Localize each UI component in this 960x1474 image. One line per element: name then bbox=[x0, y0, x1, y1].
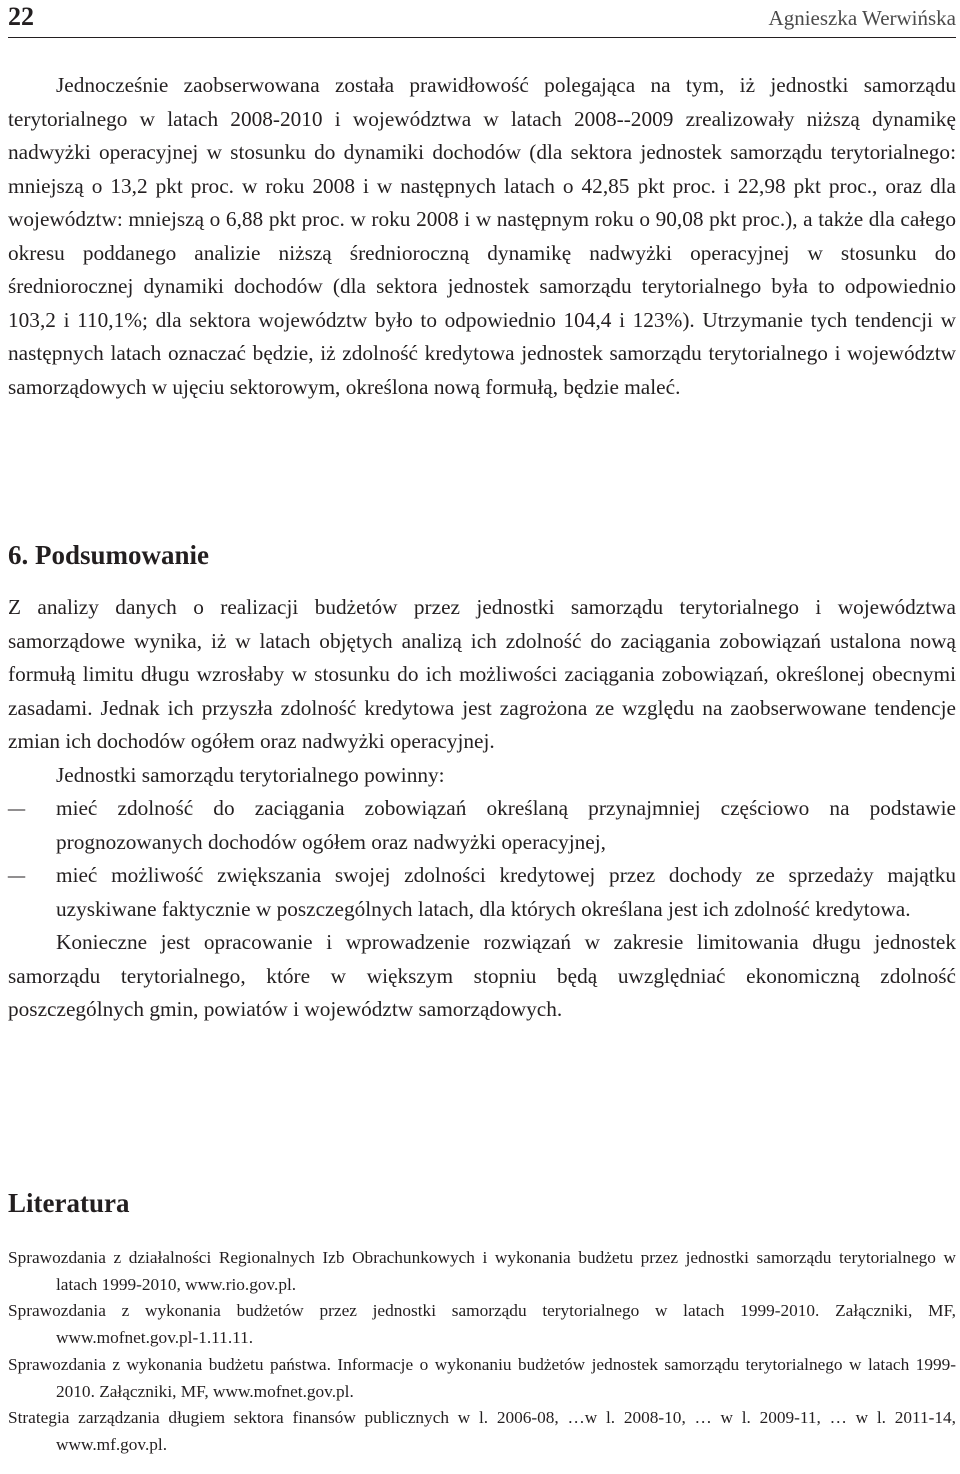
page-number: 22 bbox=[8, 2, 34, 31]
summary-paragraph-2: Jednostki samorządu terytorialnego powinny: bbox=[56, 762, 445, 787]
page bbox=[8, 0, 956, 1474]
recommendation-list bbox=[8, 792, 956, 926]
list-item: – mieć zdolność do zaciągania zobowiązań określaną przynajmniej częściowo na podstawie prognozowanych dochodów ogółem oraz nadwyżki operacyjnej, bbox=[8, 792, 956, 859]
intro-paragraph: Jednocześnie zaobserwowana została prawidłowość polegająca na tym, iż jednostki samorządu terytorialnego w latach 2008-2010 i województwa w latach 2008--2009 zrealizowały niższą dynamikę nadwyżki operacyjnej w stosunku do dynamiki dochodów (dla sektora jednostek samorządu terytorialnego: mniejszą o 13,2 pkt proc. w roku 2008 i w następnych latach o 42,85 pkt proc. i 22,98 pkt proc., oraz dla województw: mniejszą o 6,88 pkt proc. w roku 2008 i w następnym roku o 90,08 pkt proc.), a także dla całego okresu poddanego analizie niższą średnioroczną dynamikę nadwyżki operacyjnej w stosunku do średniorocznej dynamiki dochodów (dla sektora jednostek samorządu terytorialnego była to odpowiednio 103,2 i 110,1%; dla sektora województw było to odpowiednio 104,4 i 123%). Utrzymanie tych tendencji w następnych latach oznaczać będzie, iż zdolność kredytowa jednostek samorządu terytorialnego i województw samorządowych w ujęciu sektorowym, określona nową formułą, będzie maleć. bbox=[8, 73, 956, 399]
running-header bbox=[8, 0, 956, 38]
summary-paragraph-3: Konieczne jest opracowanie i wprowadzenie rozwiązań w zakresie limitowania długu jednostek samorządu terytorialnego, które w większym stopniu będą uwzględniać ekonomiczną zdolność poszczególnych gmin, powiatów i województw samorządowych. bbox=[8, 930, 956, 1021]
summary-section bbox=[8, 591, 956, 1027]
bibliography-item: Sprawozdania z wykonania budżetu państwa. Informacje o wykonaniu budżetów jednostek samorządu terytorialnego w latach 1999-2010. Załączniki, MF, www.mofnet.gov.pl. bbox=[8, 1354, 956, 1401]
bibliography-item: Strategia zarządzania długiem sektora finansów publicznych w l. 2006-08, …w l. 2008-10, … w l. 2009-11, … w l. 2011-14, www.mf.gov.pl. bbox=[8, 1408, 956, 1454]
bibliography-item: Sprawozdania z wykonania budżetów przez jednostki samorządu terytorialnego w latach 1999-2010. Załączniki, MF, www.mofnet.gov.pl-1.11.11. bbox=[8, 1301, 956, 1348]
bibliography-list bbox=[8, 1245, 956, 1459]
section-heading-literature: Literatura bbox=[8, 1188, 130, 1218]
bibliography-item: Sprawozdania z działalności Regionalnych Izb Obrachunkowych i wykonania budżetu przez jednostki samorządu terytorialnego w latach 1999-2010, www.rio.gov.pl. bbox=[8, 1248, 956, 1294]
summary-paragraph-1: Z analizy danych o realizacji budżetów przez jednostki samorządu terytorialnego i województwa samorządowe wynika, iż w latach objętych analizą ich zdolność do zaciągania zobowiązań ustalona nową formułą limitu długu wzrosłaby w stosunku do ich możliwości zaciągania zobowiązań, określonej obecnymi zasadami. Jednak ich przyszła zdolność kredytowa jest zagrożona ze względu na zaobserwowane tendencje zmian ich dochodów ogółem oraz nadwyżki operacyjnej. bbox=[8, 595, 956, 753]
running-header-author: Agnieszka Werwińska bbox=[768, 6, 956, 30]
section-heading-summary: 6. Podsumowanie bbox=[8, 540, 210, 570]
intro-section bbox=[8, 69, 956, 404]
list-item: – mieć możliwość zwiększania swojej zdolności kredytowej przez dochody ze sprzedaży majątku uzyskiwane faktycznie w poszczególnych latach, dla których określana jest ich zdolność kredytowa. bbox=[8, 859, 956, 926]
